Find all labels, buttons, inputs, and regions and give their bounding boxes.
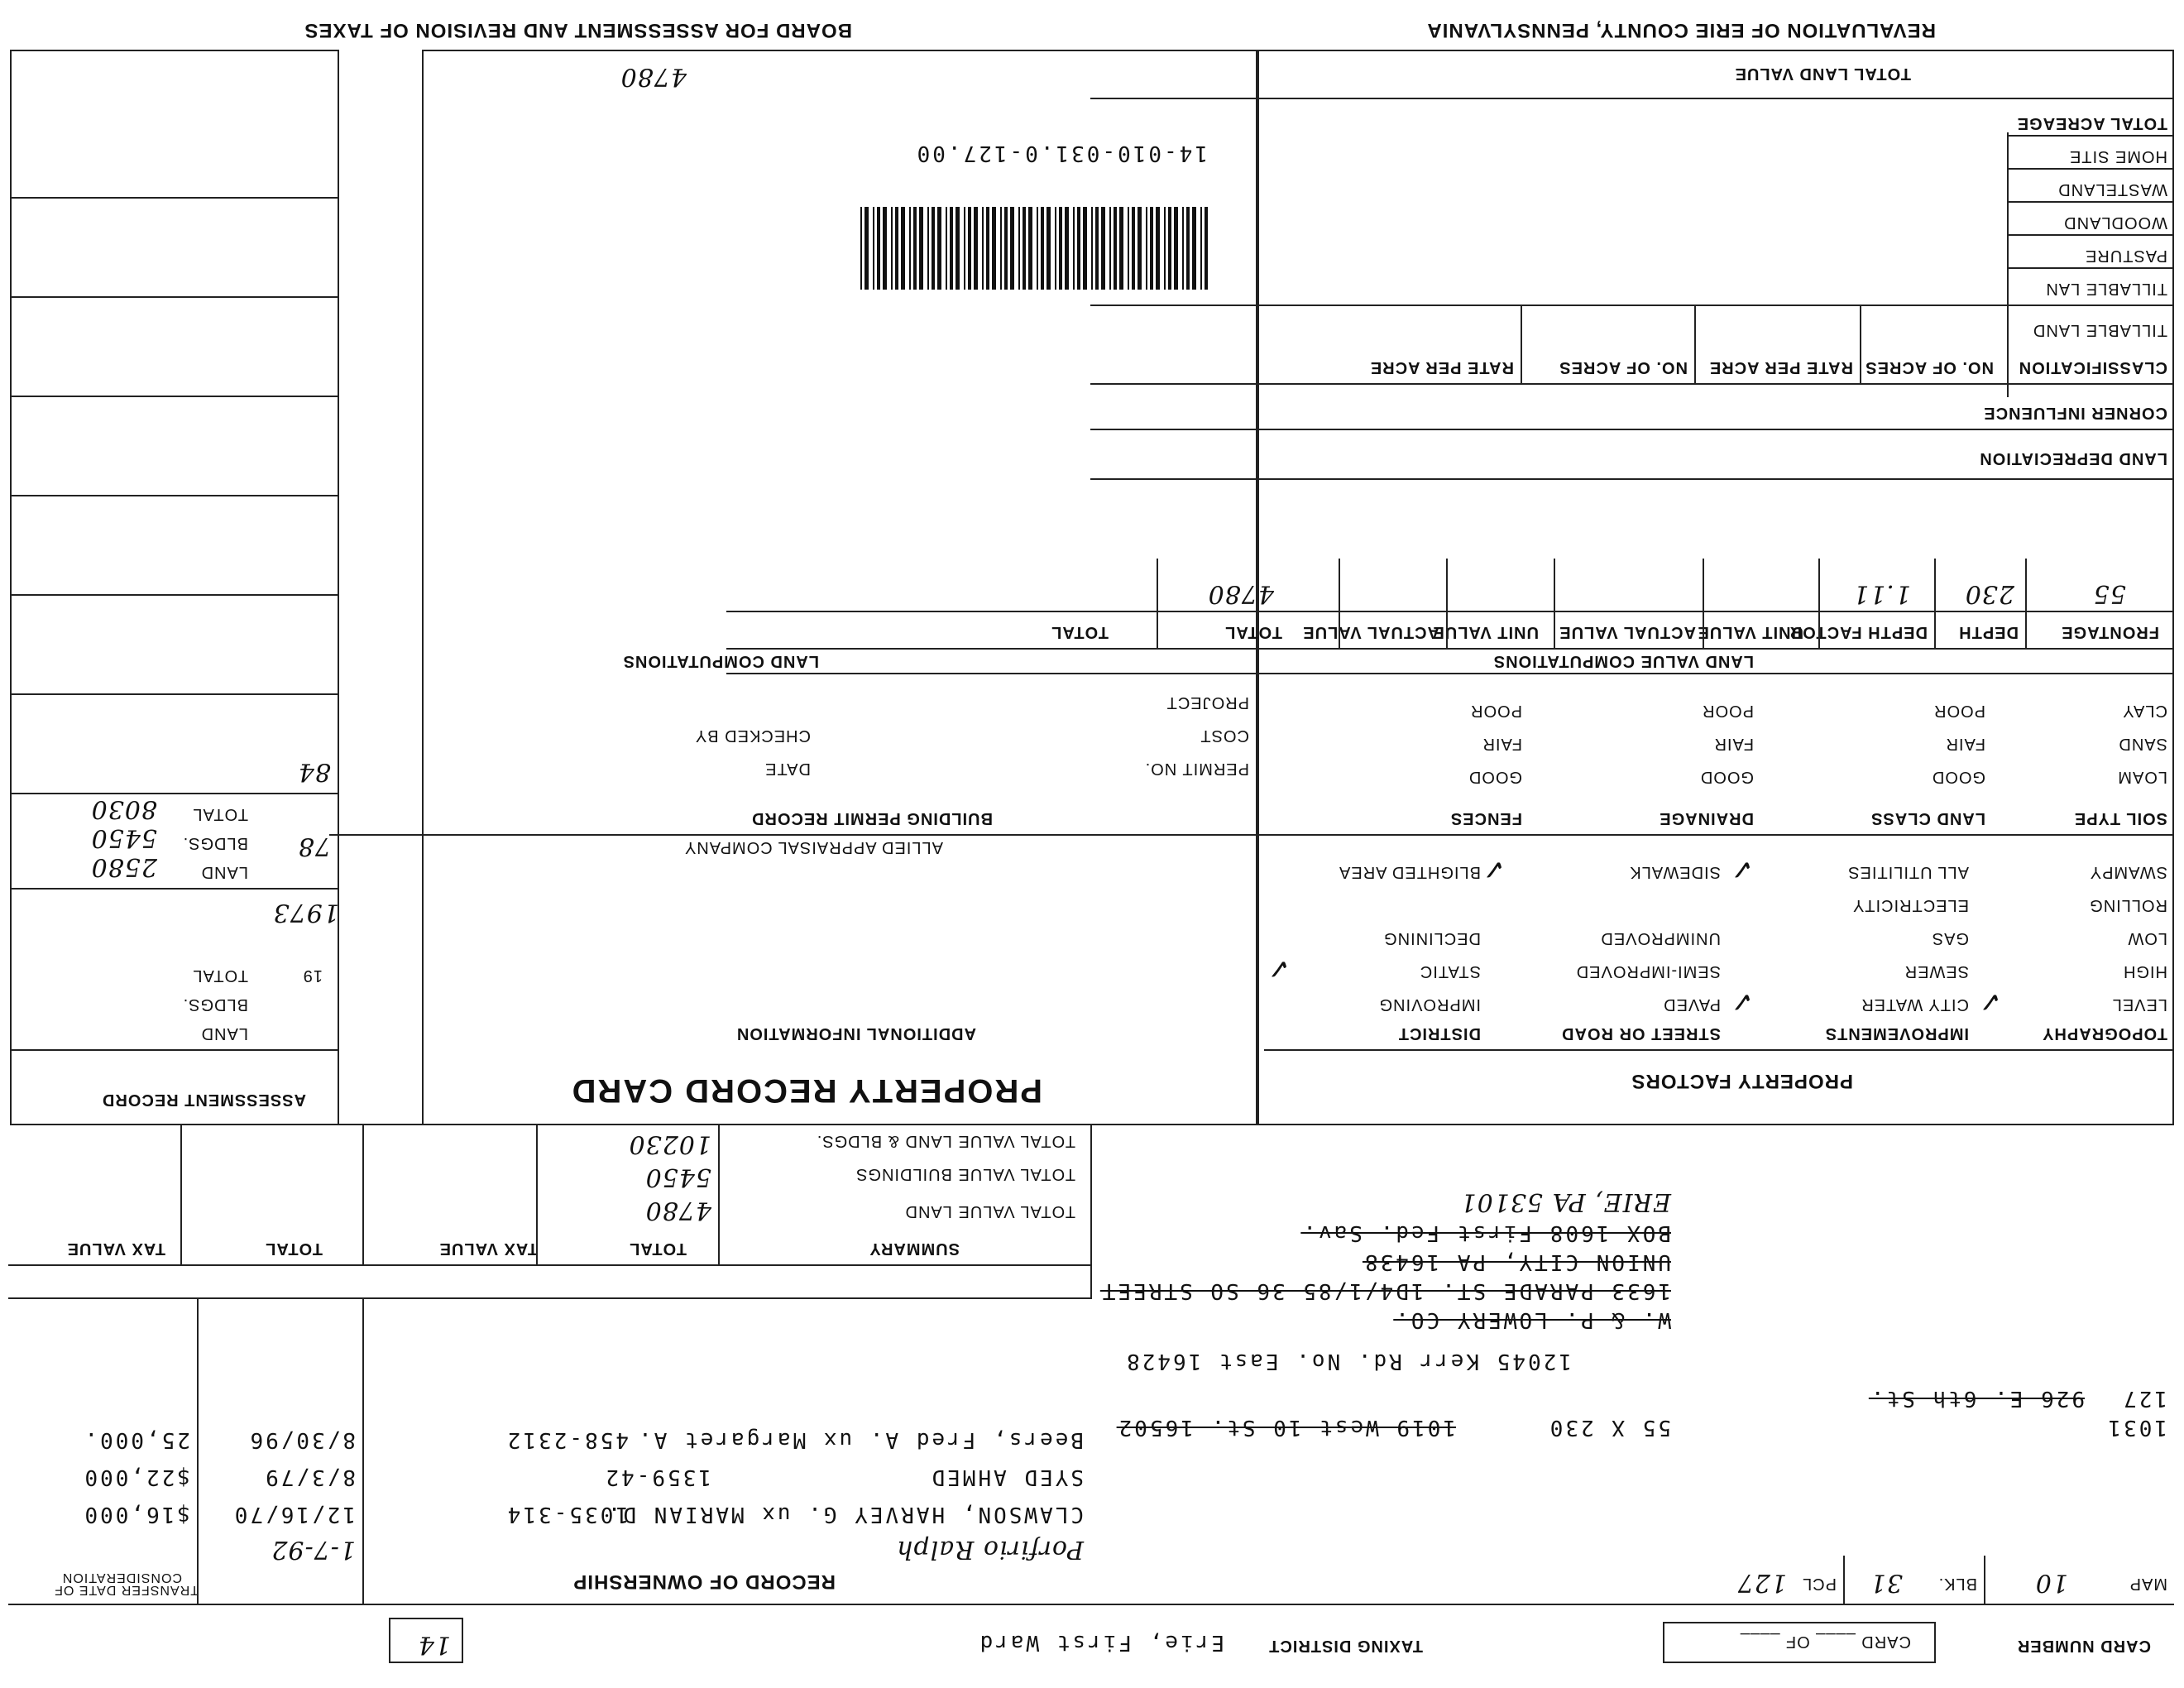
- permit-cost-label: COST: [1200, 727, 1249, 745]
- check-mark-icon: ✓: [1730, 852, 1754, 885]
- grade-good-3: GOOD: [1468, 768, 1522, 786]
- improv-city-water: CITY WATER: [1861, 995, 1969, 1014]
- improv-gas: GAS: [1931, 929, 1969, 947]
- street-unimproved: UNIMPROVED: [1600, 929, 1721, 947]
- owner-3-date: 8/3/79: [263, 1465, 356, 1489]
- district-declining: DECLINING: [1383, 929, 1481, 947]
- total-land-value-label: TOTAL LAND VALUE: [1734, 65, 1911, 83]
- check-mark-icon: ✓: [1482, 852, 1506, 885]
- street-header: STREET OR ROAD: [1561, 1024, 1721, 1043]
- checked-by-label: CHECKED BY: [694, 727, 811, 745]
- parcel-barcode-text: 14-010-031.0-127.00: [914, 141, 1208, 165]
- hdr-actual-value-1: ACTUAL VALUE: [1559, 623, 1696, 641]
- improvements-header: IMPROVEMENTS: [1824, 1024, 1969, 1043]
- address-127: 127: [2121, 1386, 2167, 1411]
- topo-swampy: SWAMPY: [2089, 863, 2167, 881]
- grade-fair-1: FAIR: [1945, 735, 1985, 753]
- district-improving: IMPROVING: [1378, 995, 1481, 1014]
- total-value-land-bldgs-label: TOTAL VALUE LAND & BLDGS.: [816, 1132, 1075, 1150]
- district-header: DISTRICT: [1397, 1024, 1481, 1043]
- owner-4-amount: 25,000.: [82, 1427, 190, 1452]
- property-factors-title: PROPERTY FACTORS: [1631, 1070, 1853, 1092]
- total-acreage-label: TOTAL ACREAGE: [2016, 114, 2167, 132]
- hdr-unit-value-1: UNIT VALUE: [1697, 623, 1803, 641]
- topo-rolling: ROLLING: [2089, 896, 2167, 914]
- soil-type-header: SOIL TYPE: [2073, 809, 2167, 827]
- soil-loam: LOAM: [2117, 768, 2167, 786]
- property-record-card-title: PROPERTY RECORD CARD: [570, 1072, 1042, 1109]
- address-owner-old-5: ERIE, PA 53101: [1459, 1187, 1671, 1216]
- street-paved: PAVED: [1663, 995, 1721, 1014]
- grade-poor-3: POOR: [1470, 702, 1522, 720]
- address-mail-new: 12045 Kerr Rd. No. East 16428: [1124, 1349, 1572, 1374]
- hdr-depth: DEPTH: [1958, 623, 2019, 641]
- owner-4-ref: 458-2312: [505, 1427, 629, 1452]
- address-1031: 1031: [2105, 1415, 2167, 1440]
- header-right-title: BOARD FOR ASSESSMENT AND REVISION OF TAXES: [304, 19, 852, 41]
- summary-total-hand: 10230: [628, 1129, 711, 1158]
- street-sidewalk: SIDEWALK: [1629, 863, 1721, 881]
- permit-project-label: PROJECT: [1166, 693, 1249, 712]
- assess-bldgs-label-2: BLDGS.: [182, 834, 248, 852]
- topography-header: TOPOGRAPHY: [2042, 1024, 2167, 1043]
- owner-2-ref: 1035-314: [505, 1502, 629, 1527]
- assess-land-label-2: LAND: [200, 863, 248, 881]
- summary-total-2: TOTAL: [265, 1240, 323, 1258]
- summary-buildings-hand: 5450: [644, 1163, 711, 1192]
- assessment-section-frame: [10, 50, 339, 1125]
- land-computations-label: LAND COMPUTATIONS: [622, 652, 819, 670]
- fences-header: FENCES: [1449, 809, 1522, 827]
- taxing-district-value: Erie, First Ward: [977, 1630, 1224, 1655]
- factor-hand: 1.11: [1852, 579, 1911, 608]
- improv-sewer: SEWER: [1904, 962, 1969, 981]
- assess-land-hand: 2580: [90, 852, 157, 881]
- soil-sand: SAND: [2118, 735, 2167, 753]
- topo-high: HIGH: [2123, 962, 2167, 981]
- district-static: STATIC: [1419, 962, 1481, 981]
- summary-land-hand: 4780: [644, 1196, 711, 1225]
- header-left-title: REVALUATION OF ERIE COUNTY, PENNSYLVANIA: [1426, 19, 1936, 41]
- soil-clay: CLAY: [2122, 702, 2167, 720]
- total-value-land-label: TOTAL VALUE LAND: [904, 1202, 1075, 1220]
- map-value: 10: [2034, 1568, 2068, 1597]
- hdr-actual-value-2: ACTUAL VALUE: [1302, 623, 1439, 641]
- address-mail-old: 1019 West 10 St. 16502: [1116, 1415, 1456, 1440]
- grade-fair-3: FAIR: [1482, 735, 1522, 753]
- district-blighted: BLIGHTED AREA: [1339, 863, 1481, 881]
- land-row-pasture: PASTURE: [2085, 247, 2167, 265]
- assess-year-3: 84: [297, 757, 331, 786]
- assess-total-hand: 8030: [90, 794, 157, 823]
- street-semi-improved: SEMI-IMPROVED: [1575, 962, 1721, 981]
- blk-value: 31: [1869, 1568, 1903, 1597]
- hdr-depth-factor: DEPTH FACTOR: [1789, 623, 1928, 641]
- col-rate-per-acre-2: RATE PER ACRE: [1369, 358, 1514, 376]
- col-no-acres-1: NO. OF ACRES: [1865, 358, 1994, 376]
- transfer-date-label: TRANSFER DATE OF: [54, 1583, 199, 1597]
- blk-label: BLK.: [1937, 1575, 1977, 1593]
- corner-influence-label: CORNER INFLUENCE: [1983, 404, 2167, 422]
- land-value-computations-label: LAND VALUE COMPUTATIONS: [1492, 652, 1754, 670]
- assess-year-1: 1973: [272, 898, 339, 927]
- assessment-record-title: ASSESSMENT RECORD: [101, 1091, 306, 1109]
- total-value-buildings-label: TOTAL VALUE BUILDINGS: [855, 1165, 1075, 1183]
- ownership-title: RECORD OF OWNERSHIP: [572, 1571, 836, 1593]
- check-mark-icon: ✓: [1730, 985, 1754, 1018]
- address-street-old: 926 E. 6th St.: [1868, 1386, 2085, 1411]
- assess-bldgs-hand: 5450: [90, 823, 157, 852]
- address-size: 55 X 230: [1547, 1415, 1671, 1440]
- additional-information-label: ADDITIONAL INFORMATION: [735, 1024, 976, 1043]
- allied-company: ALLIED APPRAISAL COMPANY: [684, 838, 943, 856]
- drainage-header: DRAINAGE: [1659, 809, 1754, 827]
- permit-no-label: PERMIT NO.: [1144, 760, 1249, 778]
- owner-3-ref: 1359-42: [603, 1465, 711, 1489]
- owner-4-date: 8/30/96: [247, 1427, 356, 1452]
- hdr-frontage: FRONTAGE: [2061, 623, 2159, 641]
- col-rate-per-acre-1: RATE PER ACRE: [1708, 358, 1853, 376]
- frontage-total-hand: 4780: [1207, 579, 1274, 608]
- owner-3-amount: $22,000: [82, 1465, 190, 1489]
- classification-label: CLASSIFICATION: [2018, 358, 2167, 376]
- address-owner-old-2: 1633 PARADE ST. 1D4/1/85 36 SO STREET: [1099, 1278, 1671, 1303]
- permit-date-label: DATE: [764, 760, 811, 778]
- summary-tax-value-2: TAX VALUE: [66, 1240, 165, 1258]
- depth-hand: 230: [1964, 579, 2014, 608]
- owner-3-name: SYED AHMED: [929, 1465, 1084, 1489]
- summary-total-1: TOTAL: [629, 1240, 687, 1258]
- grade-poor-1: POOR: [1933, 702, 1985, 720]
- improv-all-utilities: ALL UTILITIES: [1847, 863, 1969, 881]
- map-label: MAP: [2129, 1575, 2167, 1593]
- building-permit-title: BUILDING PERMIT RECORD: [751, 809, 993, 827]
- grade-good-1: GOOD: [1931, 768, 1985, 786]
- ward-hand: 14: [417, 1630, 451, 1659]
- assess-year-2: 78: [297, 832, 331, 861]
- assess-total-label: TOTAL: [192, 966, 248, 985]
- land-row-wasteland: WASTELAND: [2057, 180, 2167, 199]
- owner-1-date: 1-7-92: [271, 1535, 356, 1564]
- assess-bldgs-label: BLDGS.: [182, 995, 248, 1014]
- owner-4-name: Beers, Fred A. ux Margaret A.: [636, 1427, 1084, 1452]
- summary-title: SUMMARY: [869, 1240, 960, 1258]
- topo-level: LEVEL: [2111, 995, 2167, 1014]
- card-of-label: CARD ____ OF ____: [1739, 1633, 1911, 1651]
- hdr-total-1: TOTAL: [1224, 623, 1282, 641]
- pcl-value: 127: [1736, 1568, 1787, 1597]
- card-number-label: CARD NUMBER: [2016, 1637, 2151, 1655]
- owner-2-name: CLAWSON, HARVEY G. ux MARIAN D.: [605, 1502, 1084, 1527]
- taxing-district-label: TAXING DISTRICT: [1268, 1637, 1423, 1655]
- year-prefix: 19: [302, 966, 323, 985]
- owner-2-amount: $16,000: [82, 1502, 190, 1527]
- topo-low: LOW: [2127, 929, 2167, 947]
- total-land-value-hand: 4780: [620, 62, 687, 91]
- land-depreciation-label: LAND DEPRECIATION: [1979, 449, 2167, 468]
- land-row-woodland: WOODLAND: [2063, 213, 2167, 232]
- barcode-icon: [860, 207, 1208, 290]
- address-owner-old-1: W. & P. LOWERY CO.: [1393, 1307, 1671, 1332]
- address-owner-old-4: BOX 1608 First Fed. Sav.: [1300, 1220, 1671, 1245]
- grade-fair-2: FAIR: [1713, 735, 1754, 753]
- check-mark-icon: ✓: [1978, 985, 2002, 1018]
- frontage-hand: 55: [2092, 579, 2126, 608]
- assess-total-label-2: TOTAL: [192, 805, 248, 823]
- consideration-label: CONSIDERATION: [61, 1571, 182, 1585]
- grade-poor-2: POOR: [1702, 702, 1754, 720]
- assess-land-label: LAND: [200, 1024, 248, 1043]
- summary-tax-value-1: TAX VALUE: [438, 1240, 538, 1258]
- owner-1-name: Porfirio Ralph: [896, 1535, 1084, 1564]
- address-owner-old-3: UNION CITY, PA 16438: [1362, 1249, 1671, 1274]
- pcl-label: PCL: [1802, 1575, 1837, 1593]
- owner-2-date: 12/16/70: [232, 1502, 356, 1527]
- land-row-home-site: HOME SITE: [2068, 147, 2167, 165]
- hdr-unit-value-2: UNIT VALUE: [1432, 623, 1539, 641]
- check-mark-icon: ✓: [1267, 952, 1291, 985]
- hdr-total-2: TOTAL: [1051, 623, 1109, 641]
- land-class-header: LAND CLASS: [1870, 809, 1985, 827]
- col-no-acres-2: NO. OF ACRES: [1559, 358, 1688, 376]
- improv-electricity: ELECTRICITY: [1851, 896, 1969, 914]
- land-row-tillable-land: TILLABLE LAND: [2032, 321, 2167, 339]
- land-row-tillable-lan: TILLABLE LAN: [2045, 280, 2167, 298]
- grade-good-2: GOOD: [1699, 768, 1754, 786]
